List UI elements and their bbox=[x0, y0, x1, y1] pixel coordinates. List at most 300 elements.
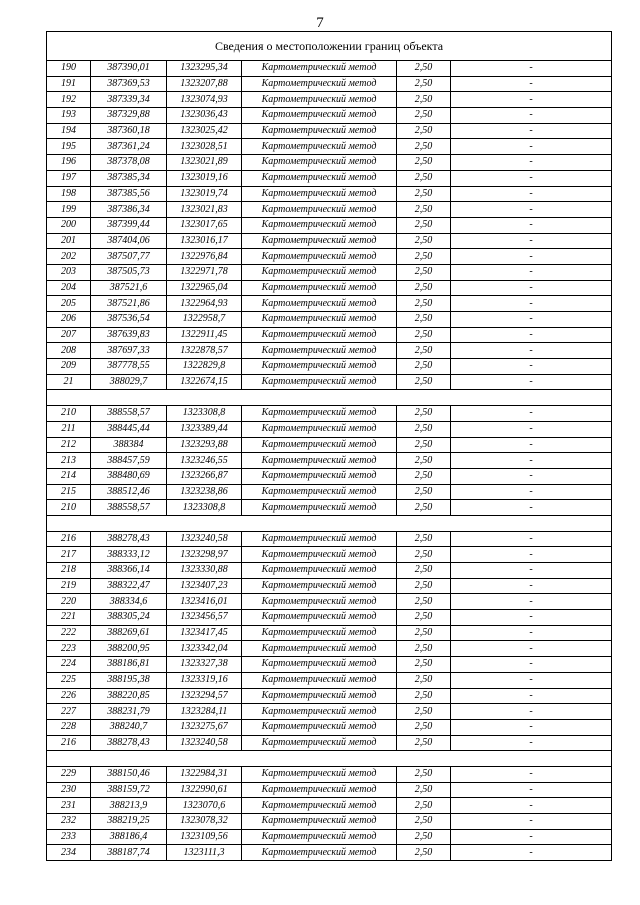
accuracy-cell: 2,50 bbox=[397, 704, 451, 720]
x-coordinate-cell: 387536,54 bbox=[91, 312, 167, 328]
description-cell: - bbox=[451, 233, 612, 249]
table-row bbox=[47, 594, 612, 610]
x-coordinate-cell: 387378,08 bbox=[91, 155, 167, 171]
point-number-cell: 215 bbox=[47, 484, 91, 500]
method-cell: Картометрический метод bbox=[242, 249, 397, 265]
method-cell: Картометрический метод bbox=[242, 766, 397, 782]
description-cell: - bbox=[451, 374, 612, 390]
y-coordinate-cell: 1323017,65 bbox=[167, 217, 242, 233]
table-row bbox=[47, 704, 612, 720]
point-number-cell: 230 bbox=[47, 782, 91, 798]
boundary-coordinates-table bbox=[46, 31, 612, 861]
x-coordinate-cell: 388278,43 bbox=[91, 531, 167, 547]
point-number-cell: 216 bbox=[47, 531, 91, 547]
method-cell: Картометрический метод bbox=[242, 139, 397, 155]
point-number-cell: 234 bbox=[47, 845, 91, 861]
table-row bbox=[47, 468, 612, 484]
method-cell: Картометрический метод bbox=[242, 704, 397, 720]
table-row bbox=[47, 719, 612, 735]
table-row bbox=[47, 672, 612, 688]
method-cell: Картометрический метод bbox=[242, 437, 397, 453]
y-coordinate-cell: 1323036,43 bbox=[167, 108, 242, 124]
x-coordinate-cell: 388305,24 bbox=[91, 610, 167, 626]
x-coordinate-cell: 387399,44 bbox=[91, 217, 167, 233]
y-coordinate-cell: 1323109,56 bbox=[167, 829, 242, 845]
description-cell: - bbox=[451, 845, 612, 861]
x-coordinate-cell: 388366,14 bbox=[91, 563, 167, 579]
x-coordinate-cell: 388457,59 bbox=[91, 453, 167, 469]
table-row bbox=[47, 406, 612, 422]
y-coordinate-cell: 1322971,78 bbox=[167, 264, 242, 280]
accuracy-cell: 2,50 bbox=[397, 249, 451, 265]
accuracy-cell: 2,50 bbox=[397, 155, 451, 171]
accuracy-cell: 2,50 bbox=[397, 76, 451, 92]
x-coordinate-cell: 387361,24 bbox=[91, 139, 167, 155]
x-coordinate-cell: 388558,57 bbox=[91, 500, 167, 516]
table-row bbox=[47, 108, 612, 124]
group-separator-cell bbox=[47, 515, 612, 531]
y-coordinate-cell: 1323078,32 bbox=[167, 814, 242, 830]
table-row bbox=[47, 798, 612, 814]
accuracy-cell: 2,50 bbox=[397, 814, 451, 830]
point-number-cell: 21 bbox=[47, 374, 91, 390]
table-row bbox=[47, 249, 612, 265]
method-cell: Картометрический метод bbox=[242, 108, 397, 124]
point-number-cell: 204 bbox=[47, 280, 91, 296]
y-coordinate-cell: 1322674,15 bbox=[167, 374, 242, 390]
method-cell: Картометрический метод bbox=[242, 735, 397, 751]
method-cell: Картометрический метод bbox=[242, 829, 397, 845]
method-cell: Картометрический метод bbox=[242, 280, 397, 296]
table-row bbox=[47, 625, 612, 641]
accuracy-cell: 2,50 bbox=[397, 798, 451, 814]
point-number-cell: 201 bbox=[47, 233, 91, 249]
x-coordinate-cell: 388445,44 bbox=[91, 421, 167, 437]
point-number-cell: 198 bbox=[47, 186, 91, 202]
y-coordinate-cell: 1323238,86 bbox=[167, 484, 242, 500]
method-cell: Картометрический метод bbox=[242, 76, 397, 92]
accuracy-cell: 2,50 bbox=[397, 453, 451, 469]
y-coordinate-cell: 1323416,01 bbox=[167, 594, 242, 610]
description-cell: - bbox=[451, 704, 612, 720]
y-coordinate-cell: 1322911,45 bbox=[167, 327, 242, 343]
table-row bbox=[47, 421, 612, 437]
accuracy-cell: 2,50 bbox=[397, 217, 451, 233]
accuracy-cell: 2,50 bbox=[397, 719, 451, 735]
description-cell: - bbox=[451, 296, 612, 312]
y-coordinate-cell: 1323028,51 bbox=[167, 139, 242, 155]
description-cell: - bbox=[451, 202, 612, 218]
table-row bbox=[47, 766, 612, 782]
method-cell: Картометрический метод bbox=[242, 641, 397, 657]
description-cell: - bbox=[451, 249, 612, 265]
x-coordinate-cell: 388558,57 bbox=[91, 406, 167, 422]
point-number-cell: 210 bbox=[47, 500, 91, 516]
point-number-cell: 233 bbox=[47, 829, 91, 845]
description-cell: - bbox=[451, 123, 612, 139]
y-coordinate-cell: 1323019,74 bbox=[167, 186, 242, 202]
y-coordinate-cell: 1323021,83 bbox=[167, 202, 242, 218]
table-row bbox=[47, 531, 612, 547]
point-number-cell: 192 bbox=[47, 92, 91, 108]
method-cell: Картометрический метод bbox=[242, 578, 397, 594]
accuracy-cell: 2,50 bbox=[397, 202, 451, 218]
y-coordinate-cell: 1323327,38 bbox=[167, 657, 242, 673]
x-coordinate-cell: 387697,33 bbox=[91, 343, 167, 359]
description-cell: - bbox=[451, 688, 612, 704]
point-number-cell: 209 bbox=[47, 359, 91, 375]
accuracy-cell: 2,50 bbox=[397, 657, 451, 673]
point-number-cell: 206 bbox=[47, 312, 91, 328]
page-number: 7 bbox=[316, 15, 324, 31]
method-cell: Картометрический метод bbox=[242, 406, 397, 422]
description-cell: - bbox=[451, 610, 612, 626]
table-row bbox=[47, 845, 612, 861]
table-row bbox=[47, 547, 612, 563]
accuracy-cell: 2,50 bbox=[397, 296, 451, 312]
description-cell: - bbox=[451, 798, 612, 814]
method-cell: Картометрический метод bbox=[242, 468, 397, 484]
method-cell: Картометрический метод bbox=[242, 421, 397, 437]
point-number-cell: 190 bbox=[47, 61, 91, 77]
accuracy-cell: 2,50 bbox=[397, 641, 451, 657]
accuracy-cell: 2,50 bbox=[397, 547, 451, 563]
description-cell: - bbox=[451, 625, 612, 641]
point-number-cell: 211 bbox=[47, 421, 91, 437]
point-number-cell: 226 bbox=[47, 688, 91, 704]
table-row bbox=[47, 782, 612, 798]
point-number-cell: 195 bbox=[47, 139, 91, 155]
x-coordinate-cell: 388278,43 bbox=[91, 735, 167, 751]
y-coordinate-cell: 1323284,11 bbox=[167, 704, 242, 720]
description-cell: - bbox=[451, 343, 612, 359]
y-coordinate-cell: 1322976,84 bbox=[167, 249, 242, 265]
description-cell: - bbox=[451, 531, 612, 547]
accuracy-cell: 2,50 bbox=[397, 264, 451, 280]
accuracy-cell: 2,50 bbox=[397, 343, 451, 359]
x-coordinate-cell: 387521,86 bbox=[91, 296, 167, 312]
table-row bbox=[47, 610, 612, 626]
x-coordinate-cell: 387390,01 bbox=[91, 61, 167, 77]
point-number-cell: 231 bbox=[47, 798, 91, 814]
method-cell: Картометрический метод bbox=[242, 625, 397, 641]
accuracy-cell: 2,50 bbox=[397, 625, 451, 641]
method-cell: Картометрический метод bbox=[242, 672, 397, 688]
y-coordinate-cell: 1323207,88 bbox=[167, 76, 242, 92]
point-number-cell: 212 bbox=[47, 437, 91, 453]
description-cell: - bbox=[451, 547, 612, 563]
x-coordinate-cell: 387521,6 bbox=[91, 280, 167, 296]
description-cell: - bbox=[451, 766, 612, 782]
x-coordinate-cell: 388334,6 bbox=[91, 594, 167, 610]
accuracy-cell: 2,50 bbox=[397, 312, 451, 328]
y-coordinate-cell: 1323266,87 bbox=[167, 468, 242, 484]
x-coordinate-cell: 388150,46 bbox=[91, 766, 167, 782]
x-coordinate-cell: 387507,77 bbox=[91, 249, 167, 265]
y-coordinate-cell: 1323342,04 bbox=[167, 641, 242, 657]
table-row bbox=[47, 359, 612, 375]
table-title: Сведения о местоположении границ объекта bbox=[47, 32, 612, 61]
table-row bbox=[47, 437, 612, 453]
table-row bbox=[47, 484, 612, 500]
table-row bbox=[47, 217, 612, 233]
x-coordinate-cell: 388200,95 bbox=[91, 641, 167, 657]
x-coordinate-cell: 388220,85 bbox=[91, 688, 167, 704]
y-coordinate-cell: 1323019,16 bbox=[167, 170, 242, 186]
method-cell: Картометрический метод bbox=[242, 327, 397, 343]
x-coordinate-cell: 387329,88 bbox=[91, 108, 167, 124]
table-row bbox=[47, 814, 612, 830]
accuracy-cell: 2,50 bbox=[397, 139, 451, 155]
y-coordinate-cell: 1323456,57 bbox=[167, 610, 242, 626]
accuracy-cell: 2,50 bbox=[397, 594, 451, 610]
accuracy-cell: 2,50 bbox=[397, 359, 451, 375]
point-number-cell: 216 bbox=[47, 735, 91, 751]
accuracy-cell: 2,50 bbox=[397, 108, 451, 124]
y-coordinate-cell: 1322878,57 bbox=[167, 343, 242, 359]
method-cell: Картометрический метод bbox=[242, 782, 397, 798]
point-number-cell: 219 bbox=[47, 578, 91, 594]
accuracy-cell: 2,50 bbox=[397, 406, 451, 422]
method-cell: Картометрический метод bbox=[242, 186, 397, 202]
x-coordinate-cell: 388322,47 bbox=[91, 578, 167, 594]
point-number-cell: 213 bbox=[47, 453, 91, 469]
description-cell: - bbox=[451, 500, 612, 516]
y-coordinate-cell: 1323319,16 bbox=[167, 672, 242, 688]
point-number-cell: 208 bbox=[47, 343, 91, 359]
description-cell: - bbox=[451, 155, 612, 171]
y-coordinate-cell: 1323308,8 bbox=[167, 406, 242, 422]
table-row bbox=[47, 202, 612, 218]
y-coordinate-cell: 1322990,61 bbox=[167, 782, 242, 798]
accuracy-cell: 2,50 bbox=[397, 468, 451, 484]
method-cell: Картометрический метод bbox=[242, 343, 397, 359]
description-cell: - bbox=[451, 578, 612, 594]
description-cell: - bbox=[451, 829, 612, 845]
table-row bbox=[47, 186, 612, 202]
description-cell: - bbox=[451, 312, 612, 328]
table-row bbox=[47, 76, 612, 92]
table-row bbox=[47, 139, 612, 155]
accuracy-cell: 2,50 bbox=[397, 280, 451, 296]
table-row bbox=[47, 829, 612, 845]
method-cell: Картометрический метод bbox=[242, 814, 397, 830]
method-cell: Картометрический метод bbox=[242, 217, 397, 233]
x-coordinate-cell: 387385,56 bbox=[91, 186, 167, 202]
table-title-row bbox=[47, 32, 612, 61]
accuracy-cell: 2,50 bbox=[397, 327, 451, 343]
accuracy-cell: 2,50 bbox=[397, 735, 451, 751]
y-coordinate-cell: 1323295,34 bbox=[167, 61, 242, 77]
x-coordinate-cell: 388186,81 bbox=[91, 657, 167, 673]
table-row bbox=[47, 688, 612, 704]
y-coordinate-cell: 1323308,8 bbox=[167, 500, 242, 516]
accuracy-cell: 2,50 bbox=[397, 92, 451, 108]
accuracy-cell: 2,50 bbox=[397, 500, 451, 516]
accuracy-cell: 2,50 bbox=[397, 61, 451, 77]
x-coordinate-cell: 387385,34 bbox=[91, 170, 167, 186]
x-coordinate-cell: 388186,4 bbox=[91, 829, 167, 845]
accuracy-cell: 2,50 bbox=[397, 437, 451, 453]
table-row bbox=[47, 170, 612, 186]
y-coordinate-cell: 1323294,57 bbox=[167, 688, 242, 704]
point-number-cell: 218 bbox=[47, 563, 91, 579]
point-number-cell: 217 bbox=[47, 547, 91, 563]
point-number-cell: 196 bbox=[47, 155, 91, 171]
method-cell: Картометрический метод bbox=[242, 61, 397, 77]
method-cell: Картометрический метод bbox=[242, 296, 397, 312]
table-row bbox=[47, 327, 612, 343]
y-coordinate-cell: 1323417,45 bbox=[167, 625, 242, 641]
accuracy-cell: 2,50 bbox=[397, 672, 451, 688]
method-cell: Картометрический метод bbox=[242, 547, 397, 563]
accuracy-cell: 2,50 bbox=[397, 845, 451, 861]
description-cell: - bbox=[451, 437, 612, 453]
group-separator-cell bbox=[47, 390, 612, 406]
point-number-cell: 225 bbox=[47, 672, 91, 688]
accuracy-cell: 2,50 bbox=[397, 610, 451, 626]
x-coordinate-cell: 388240,7 bbox=[91, 719, 167, 735]
table-row bbox=[47, 155, 612, 171]
x-coordinate-cell: 387778,55 bbox=[91, 359, 167, 375]
y-coordinate-cell: 1322829,8 bbox=[167, 359, 242, 375]
description-cell: - bbox=[451, 657, 612, 673]
accuracy-cell: 2,50 bbox=[397, 233, 451, 249]
accuracy-cell: 2,50 bbox=[397, 578, 451, 594]
x-coordinate-cell: 388231,79 bbox=[91, 704, 167, 720]
table-row bbox=[47, 500, 612, 516]
description-cell: - bbox=[451, 641, 612, 657]
y-coordinate-cell: 1323407,23 bbox=[167, 578, 242, 594]
description-cell: - bbox=[451, 468, 612, 484]
accuracy-cell: 2,50 bbox=[397, 186, 451, 202]
x-coordinate-cell: 388213,9 bbox=[91, 798, 167, 814]
description-cell: - bbox=[451, 170, 612, 186]
point-number-cell: 227 bbox=[47, 704, 91, 720]
description-cell: - bbox=[451, 672, 612, 688]
description-cell: - bbox=[451, 814, 612, 830]
method-cell: Картометрический метод bbox=[242, 170, 397, 186]
accuracy-cell: 2,50 bbox=[397, 374, 451, 390]
x-coordinate-cell: 387639,83 bbox=[91, 327, 167, 343]
x-coordinate-cell: 388512,46 bbox=[91, 484, 167, 500]
y-coordinate-cell: 1323330,88 bbox=[167, 563, 242, 579]
description-cell: - bbox=[451, 108, 612, 124]
description-cell: - bbox=[451, 280, 612, 296]
x-coordinate-cell: 388159,72 bbox=[91, 782, 167, 798]
method-cell: Картометрический метод bbox=[242, 312, 397, 328]
accuracy-cell: 2,50 bbox=[397, 484, 451, 500]
description-cell: - bbox=[451, 61, 612, 77]
point-number-cell: 203 bbox=[47, 264, 91, 280]
table-row bbox=[47, 123, 612, 139]
method-cell: Картометрический метод bbox=[242, 594, 397, 610]
x-coordinate-cell: 387339,34 bbox=[91, 92, 167, 108]
table-row bbox=[47, 280, 612, 296]
point-number-cell: 205 bbox=[47, 296, 91, 312]
point-number-cell: 229 bbox=[47, 766, 91, 782]
method-cell: Картометрический метод bbox=[242, 657, 397, 673]
y-coordinate-cell: 1323240,58 bbox=[167, 531, 242, 547]
method-cell: Картометрический метод bbox=[242, 563, 397, 579]
accuracy-cell: 2,50 bbox=[397, 563, 451, 579]
accuracy-cell: 2,50 bbox=[397, 421, 451, 437]
x-coordinate-cell: 388480,69 bbox=[91, 468, 167, 484]
description-cell: - bbox=[451, 186, 612, 202]
y-coordinate-cell: 1323074,93 bbox=[167, 92, 242, 108]
y-coordinate-cell: 1323016,17 bbox=[167, 233, 242, 249]
x-coordinate-cell: 388187,74 bbox=[91, 845, 167, 861]
table-row bbox=[47, 312, 612, 328]
method-cell: Картометрический метод bbox=[242, 453, 397, 469]
x-coordinate-cell: 388219,25 bbox=[91, 814, 167, 830]
x-coordinate-cell: 388269,61 bbox=[91, 625, 167, 641]
group-separator-row bbox=[47, 515, 612, 531]
point-number-cell: 199 bbox=[47, 202, 91, 218]
table-row bbox=[47, 578, 612, 594]
y-coordinate-cell: 1323025,42 bbox=[167, 123, 242, 139]
table-row bbox=[47, 233, 612, 249]
description-cell: - bbox=[451, 139, 612, 155]
method-cell: Картометрический метод bbox=[242, 264, 397, 280]
method-cell: Картометрический метод bbox=[242, 500, 397, 516]
point-number-cell: 214 bbox=[47, 468, 91, 484]
accuracy-cell: 2,50 bbox=[397, 531, 451, 547]
description-cell: - bbox=[451, 264, 612, 280]
description-cell: - bbox=[451, 76, 612, 92]
table-row bbox=[47, 735, 612, 751]
method-cell: Картометрический метод bbox=[242, 531, 397, 547]
point-number-cell: 194 bbox=[47, 123, 91, 139]
x-coordinate-cell: 388029,7 bbox=[91, 374, 167, 390]
method-cell: Картометрический метод bbox=[242, 374, 397, 390]
x-coordinate-cell: 388195,38 bbox=[91, 672, 167, 688]
table-row bbox=[47, 453, 612, 469]
description-cell: - bbox=[451, 359, 612, 375]
x-coordinate-cell: 387369,53 bbox=[91, 76, 167, 92]
point-number-cell: 207 bbox=[47, 327, 91, 343]
point-number-cell: 197 bbox=[47, 170, 91, 186]
table-row bbox=[47, 61, 612, 77]
description-cell: - bbox=[451, 327, 612, 343]
point-number-cell: 193 bbox=[47, 108, 91, 124]
table-row bbox=[47, 343, 612, 359]
method-cell: Картометрический метод bbox=[242, 233, 397, 249]
y-coordinate-cell: 1322964,93 bbox=[167, 296, 242, 312]
x-coordinate-cell: 388384 bbox=[91, 437, 167, 453]
method-cell: Картометрический метод bbox=[242, 610, 397, 626]
point-number-cell: 200 bbox=[47, 217, 91, 233]
y-coordinate-cell: 1322965,04 bbox=[167, 280, 242, 296]
method-cell: Картометрический метод bbox=[242, 123, 397, 139]
description-cell: - bbox=[451, 421, 612, 437]
table-row bbox=[47, 563, 612, 579]
description-cell: - bbox=[451, 782, 612, 798]
point-number-cell: 221 bbox=[47, 610, 91, 626]
method-cell: Картометрический метод bbox=[242, 719, 397, 735]
table-row bbox=[47, 374, 612, 390]
y-coordinate-cell: 1323298,97 bbox=[167, 547, 242, 563]
point-number-cell: 228 bbox=[47, 719, 91, 735]
point-number-cell: 191 bbox=[47, 76, 91, 92]
y-coordinate-cell: 1323021,89 bbox=[167, 155, 242, 171]
description-cell: - bbox=[451, 484, 612, 500]
method-cell: Картометрический метод bbox=[242, 92, 397, 108]
group-separator-row bbox=[47, 751, 612, 767]
table-row bbox=[47, 641, 612, 657]
accuracy-cell: 2,50 bbox=[397, 766, 451, 782]
table-row bbox=[47, 296, 612, 312]
